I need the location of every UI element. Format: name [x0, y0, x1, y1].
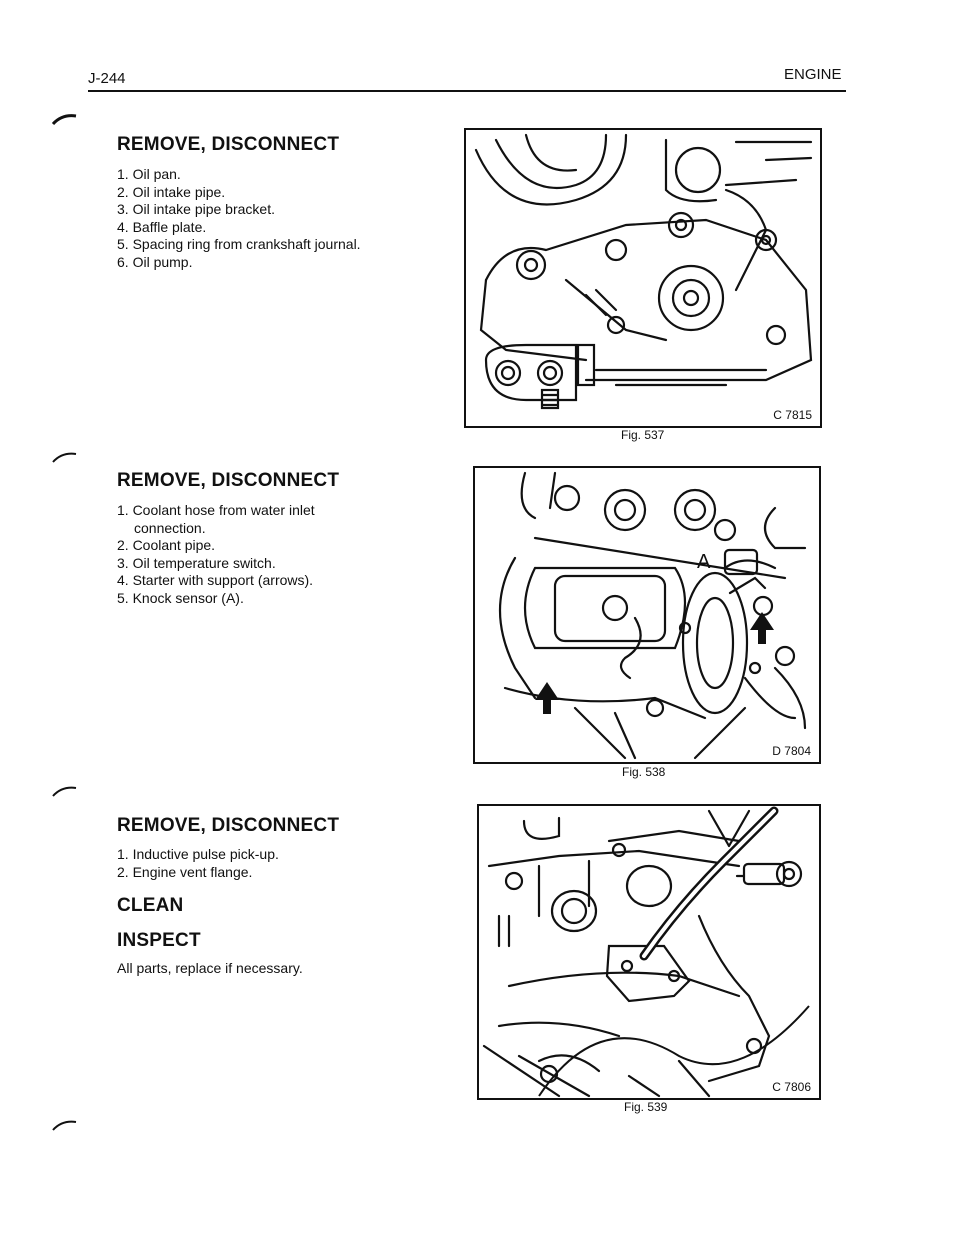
starter-illustration — [475, 468, 819, 762]
figure-caption: Fig. 537 — [621, 428, 665, 442]
oil-pump-illustration — [466, 130, 820, 426]
figure-538 — [473, 466, 821, 764]
list-item: 2. Coolant pipe. — [117, 537, 216, 553]
header-rule — [88, 90, 846, 92]
margin-mark — [50, 1116, 90, 1136]
inspect-heading: INSPECT — [117, 930, 201, 951]
list-item: 1. Coolant hose from water inlet — [117, 502, 315, 518]
list-item: 4. Starter with support (arrows). — [117, 572, 314, 588]
figure-code: D 7804 — [772, 744, 811, 758]
list-item: connection. — [134, 519, 206, 536]
figure-code: C 7806 — [772, 1080, 811, 1094]
step-list — [117, 846, 279, 881]
margin-mark — [50, 110, 90, 130]
list-item: 1. Oil pan. — [117, 166, 181, 182]
list-item: 6. Oil pump. — [117, 253, 193, 270]
list-item: 5. Knock sensor (A). — [117, 589, 244, 606]
pulse-pickup-illustration — [479, 806, 819, 1098]
section-heading: REMOVE, DISCONNECT — [117, 470, 340, 491]
section-heading: REMOVE, DISCONNECT — [117, 134, 340, 155]
figure-539 — [477, 804, 821, 1100]
inspect-text: All parts, replace if necessary. — [117, 960, 303, 976]
list-item: 2. Oil intake pipe. — [117, 183, 226, 200]
figure-537 — [464, 128, 822, 428]
margin-mark — [50, 448, 90, 468]
step-list — [117, 502, 315, 607]
list-item: 3. Oil intake pipe bracket. — [117, 201, 275, 217]
margin-mark — [50, 782, 90, 802]
figure-code: C 7815 — [773, 408, 812, 422]
section-heading: REMOVE, DISCONNECT — [117, 815, 340, 836]
page-number: J-244 — [88, 70, 126, 87]
section-title: ENGINE — [784, 66, 842, 83]
list-item: 2. Engine vent flange. — [117, 863, 253, 880]
step-list — [117, 166, 361, 271]
clean-heading: CLEAN — [117, 895, 184, 916]
list-item: 1. Inductive pulse pick-up. — [117, 846, 279, 862]
list-item: 3. Oil temperature switch. — [117, 554, 276, 571]
list-item: 5. Spacing ring from crankshaft journal. — [117, 236, 361, 252]
knock-sensor-label: A — [697, 551, 711, 573]
list-item: 4. Baffle plate. — [117, 218, 207, 235]
figure-caption: Fig. 538 — [622, 765, 666, 779]
figure-caption: Fig. 539 — [624, 1100, 668, 1114]
